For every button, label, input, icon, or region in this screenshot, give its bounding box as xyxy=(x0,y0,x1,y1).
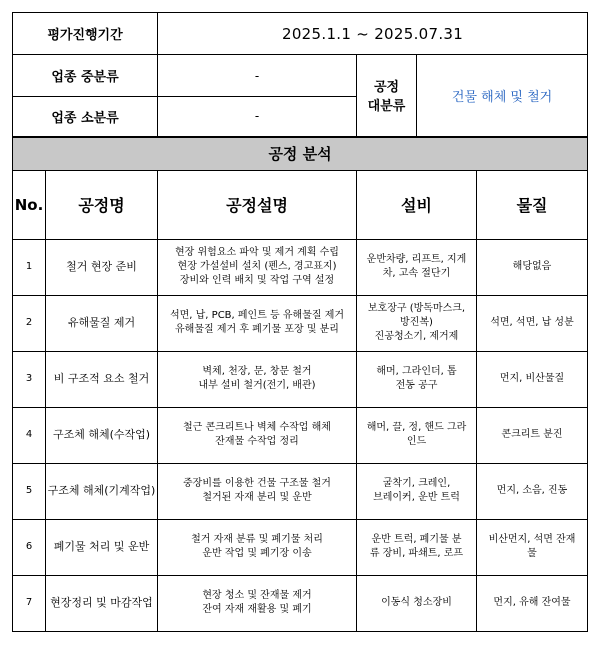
table-row xyxy=(13,463,588,519)
mid-category-value: - xyxy=(158,55,357,97)
equipment-cell-line: 차, 고속 절단기 xyxy=(382,268,451,279)
process-name: 구조체 해체(기계작업) xyxy=(46,463,158,519)
material-cell xyxy=(477,351,588,407)
material-cell-line: 물 xyxy=(527,548,537,559)
row-number: 5 xyxy=(13,463,46,519)
material-cell xyxy=(477,519,588,575)
process-name: 폐기물 처리 및 운반 xyxy=(46,519,158,575)
row-number: 3 xyxy=(13,351,46,407)
equipment-cell xyxy=(357,463,477,519)
equipment-cell-line: 인드 xyxy=(406,436,427,447)
process-analysis-sheet xyxy=(12,12,587,632)
equipment-cell-line: 전동 공구 xyxy=(395,380,438,391)
material-cell xyxy=(477,407,588,463)
process-rows-table xyxy=(12,239,588,632)
period-row xyxy=(13,13,588,55)
equipment-cell xyxy=(357,519,477,575)
equipment-cell-line: 해머, 끌, 정, 핸드 그라 xyxy=(366,422,467,433)
process-description-line: 유해물질 제거 후 폐기물 포장 및 분리 xyxy=(175,324,339,335)
equipment-cell-line: 해머, 그라인더, 톱 xyxy=(376,366,457,377)
equipment-cell-line: 운반 트럭, 폐기물 분 xyxy=(371,534,462,545)
column-header-name: 공정명 xyxy=(46,170,158,239)
equipment-cell xyxy=(357,239,477,295)
equipment-cell-line: 류 장비, 파쇄트, 로프 xyxy=(369,548,464,559)
process-description-line: 현장 위험요소 파악 및 제거 계획 수립 xyxy=(175,247,339,258)
row-number: 1 xyxy=(13,239,46,295)
equipment-cell-line: 운반차량, 리프트, 지게 xyxy=(366,254,467,265)
process-description-line: 잔재물 수작업 정리 xyxy=(215,436,299,447)
row-number: 7 xyxy=(13,575,46,631)
period-label: 평가진행기간 xyxy=(13,13,158,55)
process-description xyxy=(158,295,357,351)
table-row xyxy=(13,575,588,631)
process-description-line: 장비와 인력 배치 및 작업 구역 설정 xyxy=(179,275,335,286)
row-number: 2 xyxy=(13,295,46,351)
process-description-line: 철거된 자재 분리 및 운반 xyxy=(202,492,312,503)
table-row xyxy=(13,239,588,295)
equipment-cell xyxy=(357,351,477,407)
process-description-line: 철근 콘크리트나 벽체 수작업 해체 xyxy=(183,422,331,433)
process-description xyxy=(158,519,357,575)
material-cell-line: 먼지, 유해 잔여물 xyxy=(493,597,571,608)
row-number: 4 xyxy=(13,407,46,463)
process-description-line: 현장 가설설비 설치 (펜스, 경고표지) xyxy=(177,261,337,272)
material-cell xyxy=(477,295,588,351)
process-major-value: 건물 해체 및 철거 xyxy=(417,55,588,137)
mid-category-label: 업종 중분류 xyxy=(13,55,158,97)
material-cell-line: 석면, 석면, 납 성분 xyxy=(490,317,574,328)
table-row xyxy=(13,351,588,407)
column-header-no: No. xyxy=(13,170,46,239)
material-cell-line: 비산먼지, 석면 잔재 xyxy=(488,534,576,545)
equipment-cell-line: 굴착기, 크레인, xyxy=(382,478,451,489)
table-row xyxy=(13,295,588,351)
mid-category-row xyxy=(13,55,588,97)
process-major-label-line2: 대분류 xyxy=(367,99,406,115)
material-cell-line: 해당없음 xyxy=(512,261,552,272)
process-rows xyxy=(13,239,588,631)
material-cell-line: 먼지, 비산물질 xyxy=(499,373,565,384)
process-description xyxy=(158,463,357,519)
material-cell-line: 먼지, 소음, 진동 xyxy=(496,485,568,496)
equipment-cell-line: 방진복) xyxy=(400,317,433,328)
section-title: 공정 분석 xyxy=(13,137,588,171)
process-description-line: 운반 작업 및 폐기장 이송 xyxy=(202,548,312,559)
column-header-equipment: 설비 xyxy=(357,170,477,239)
period-value: 2025.1.1 ~ 2025.07.31 xyxy=(158,13,588,55)
process-description-line: 현장 청소 및 잔재물 제거 xyxy=(202,590,312,601)
process-description-line: 벽체, 천장, 문, 창문 철거 xyxy=(202,366,312,377)
equipment-cell-line: 브레이커, 운반 트럭 xyxy=(373,492,460,503)
column-header-material: 물질 xyxy=(477,170,588,239)
equipment-cell xyxy=(357,407,477,463)
sub-category-label: 업종 소분류 xyxy=(13,97,158,137)
equipment-cell-line: 이동식 청소장비 xyxy=(381,597,452,608)
material-cell xyxy=(477,239,588,295)
row-number: 6 xyxy=(13,519,46,575)
process-description-line: 중장비를 이용한 건물 구조물 철거 xyxy=(183,478,331,489)
material-cell xyxy=(477,575,588,631)
table-row xyxy=(13,407,588,463)
process-description-line: 잔여 자재 재활용 및 폐기 xyxy=(202,604,312,615)
process-name: 비 구조적 요소 철거 xyxy=(46,351,158,407)
process-description xyxy=(158,351,357,407)
column-header-description: 공정설명 xyxy=(158,170,357,239)
process-name: 구조체 해체(수작업) xyxy=(46,407,158,463)
section-row xyxy=(13,137,588,171)
equipment-cell xyxy=(357,295,477,351)
material-cell-line: 콘크리트 분진 xyxy=(501,429,563,440)
process-major-label-line1: 공정 xyxy=(373,80,400,96)
process-description xyxy=(158,575,357,631)
equipment-cell xyxy=(357,575,477,631)
process-table xyxy=(12,12,588,240)
sub-category-value: - xyxy=(158,97,357,137)
column-header-row xyxy=(13,170,588,239)
process-description xyxy=(158,407,357,463)
process-description-line: 철거 자재 분류 및 폐기물 처리 xyxy=(191,534,323,545)
process-major-label xyxy=(357,55,417,137)
process-description-line: 내부 설비 철거(전기, 배관) xyxy=(198,380,316,391)
process-name: 현장정리 및 마감작업 xyxy=(46,575,158,631)
table-row xyxy=(13,519,588,575)
process-name: 유해물질 제거 xyxy=(46,295,158,351)
equipment-cell-line: 진공청소기, 제거제 xyxy=(374,331,459,342)
process-name: 철거 현장 준비 xyxy=(46,239,158,295)
process-description-line: 석면, 납, PCB, 페인트 등 유해물질 제거 xyxy=(169,310,345,321)
process-description xyxy=(158,239,357,295)
equipment-cell-line: 보호장구 (방독마스크, xyxy=(367,303,466,314)
material-cell xyxy=(477,463,588,519)
